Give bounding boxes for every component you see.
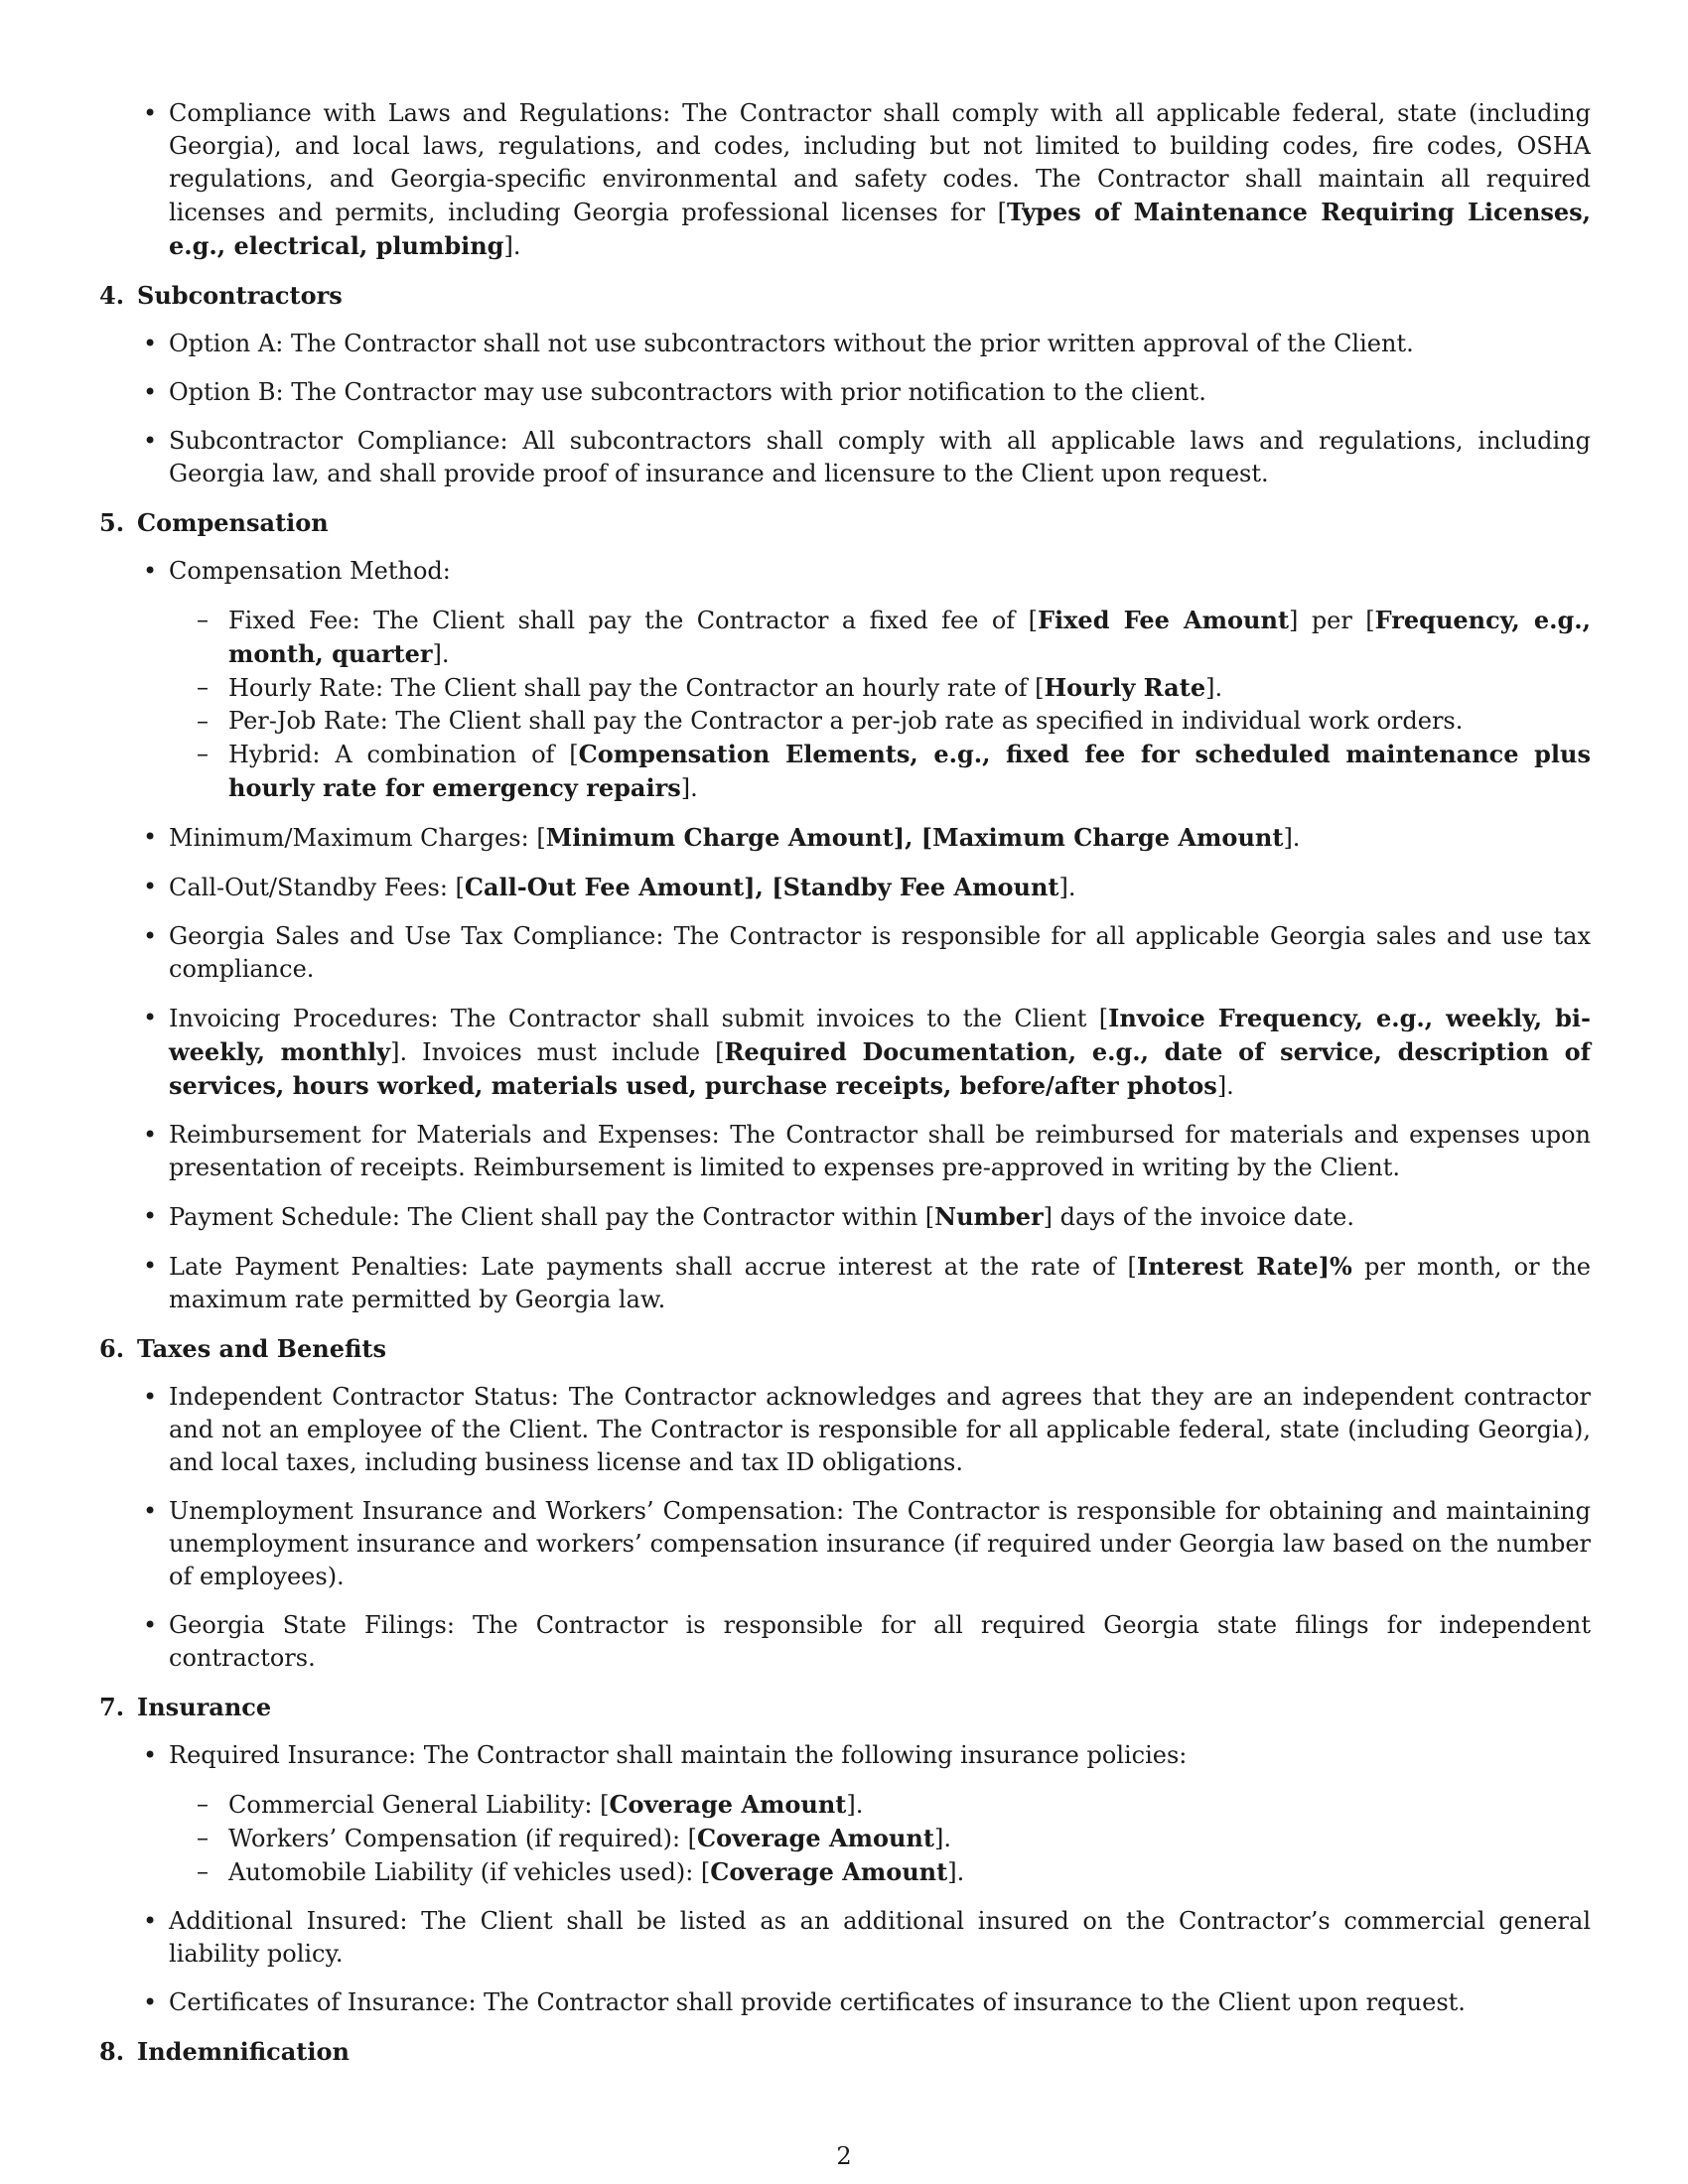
section-heading-taxes: 6. Taxes and Benefits [99, 1334, 387, 1363]
section-heading-subcontractors: 4. Subcontractors [99, 281, 343, 310]
compensation-method-list [95, 604, 1591, 805]
per-job-rate-item: – Per-Job Rate: The Client shall pay the Contractor a per-job rate as specified in individual work orders. [95, 705, 1591, 738]
payment-schedule: • Payment Schedule: The Client shall pay the Contractor within [Number] days of the invoice date. [95, 1200, 1591, 1234]
subcontractor-compliance: • Subcontractor Compliance: All subcontractors shall comply with all applicable laws and regulations, including Georgia law, and shall provide proof of insurance and licensure to the Client upon request. [95, 425, 1591, 490]
unemployment-insurance: • Unemployment Insurance and Workers’ Compensation: The Contractor is responsible for obtaining and maintaining unemployment insurance and workers’ compensation insurance (if required under Georgia law based on the number of employees). [95, 1495, 1591, 1593]
required-insurance: • Required Insurance: The Contractor shall maintain the following insurance policies: [95, 1739, 1591, 1772]
hybrid-item: – Hybrid: A combination of [Compensation Elements, e.g., fixed fee for scheduled maintenance plus hourly rate for emergency repairs]. [95, 738, 1591, 805]
page-number: 2 [836, 2142, 852, 2170]
auto-liability-item: – Automobile Liability (if vehicles used): [Coverage Amount]. [95, 1855, 1591, 1889]
workers-comp-item: – Workers’ Compensation (if required): [Coverage Amount]. [95, 1822, 1591, 1855]
compensation-method: • Compensation Method: [95, 555, 1591, 588]
hourly-rate-item: – Hourly Rate: The Client shall pay the Contractor an hourly rate of [Hourly Rate]. [95, 671, 1591, 705]
subcontractor-option-b: • Option B: The Contractor may use subcontractors with prior notification to the client. [95, 376, 1591, 409]
section-heading-compensation: 5. Compensation [99, 508, 329, 537]
min-max-charges: • Minimum/Maximum Charges: [Minimum Charge Amount], [Maximum Charge Amount]. [95, 821, 1591, 855]
insurance-policy-list [95, 1788, 1591, 1889]
sales-tax-compliance: • Georgia Sales and Use Tax Compliance: The Contractor is responsible for all applicable Georgia sales and use tax compliance. [95, 920, 1591, 986]
section-heading-indemnification: 8. Indemnification [99, 2037, 350, 2066]
late-payment-penalties: • Late Payment Penalties: Late payments shall accrue interest at the rate of [Interest Rate]% per month, or the maximum rate permitted by Georgia law. [95, 1250, 1591, 1316]
section-heading-insurance: 7. Insurance [99, 1693, 272, 1721]
invoicing-procedures: • Invoicing Procedures: The Contractor shall submit invoices to the Client [Invoice Frequency, e.g., weekly, bi-weekly, monthly]. Invoices must include [Required Documentation, e.g., date of service, description of services, hours worked, materials used, purchase receipts, before/after photos]. [95, 1002, 1591, 1103]
document-body [95, 97, 1591, 2084]
fixed-fee-item: – Fixed Fee: The Client shall pay the Contractor a fixed fee of [Fixed Fee Amount] per [Frequency, e.g., month, quarter]. [95, 604, 1591, 671]
cgl-item: – Commercial General Liability: [Coverage Amount]. [95, 1788, 1591, 1822]
reimbursement: • Reimbursement for Materials and Expenses: The Contractor shall be reimbursed for materials and expenses upon presentation of receipts. Reimbursement is limited to expenses pre-approved in writing by the Client. [95, 1119, 1591, 1184]
call-out-fees: • Call-Out/Standby Fees: [Call-Out Fee Amount], [Standby Fee Amount]. [95, 871, 1591, 904]
compliance-laws-bullet: • Compliance with Laws and Regulations: The Contractor shall comply with all applicable federal, state (including Georgia), and local laws, regulations, and codes, including but not limited to building codes, fire codes, OSHA regulations, and Georgia-specific environmental and safety codes. The Contractor shall maintain all required licenses and permits, including Georgia professional licenses for [Types of Maintenance Requiring Licenses, e.g., electrical, plumbing]. [95, 97, 1591, 263]
state-filings: • Georgia State Filings: The Contractor is responsible for all required Georgia state filings for independent contractors. [95, 1609, 1591, 1675]
additional-insured: • Additional Insured: The Client shall be listed as an additional insured on the Contractor’s commercial general liability policy. [95, 1905, 1591, 1971]
subcontractor-option-a: • Option A: The Contractor shall not use subcontractors without the prior written approval of the Client. [95, 328, 1591, 360]
certificates-of-insurance: • Certificates of Insurance: The Contractor shall provide certificates of insurance to the Client upon request. [95, 1986, 1591, 2019]
contractor-status: • Independent Contractor Status: The Contractor acknowledges and agrees that they are an independent contractor and not an employee of the Client. The Contractor is responsible for all applicable federal, state (including Georgia), and local taxes, including business license and tax ID obligations. [95, 1381, 1591, 1479]
